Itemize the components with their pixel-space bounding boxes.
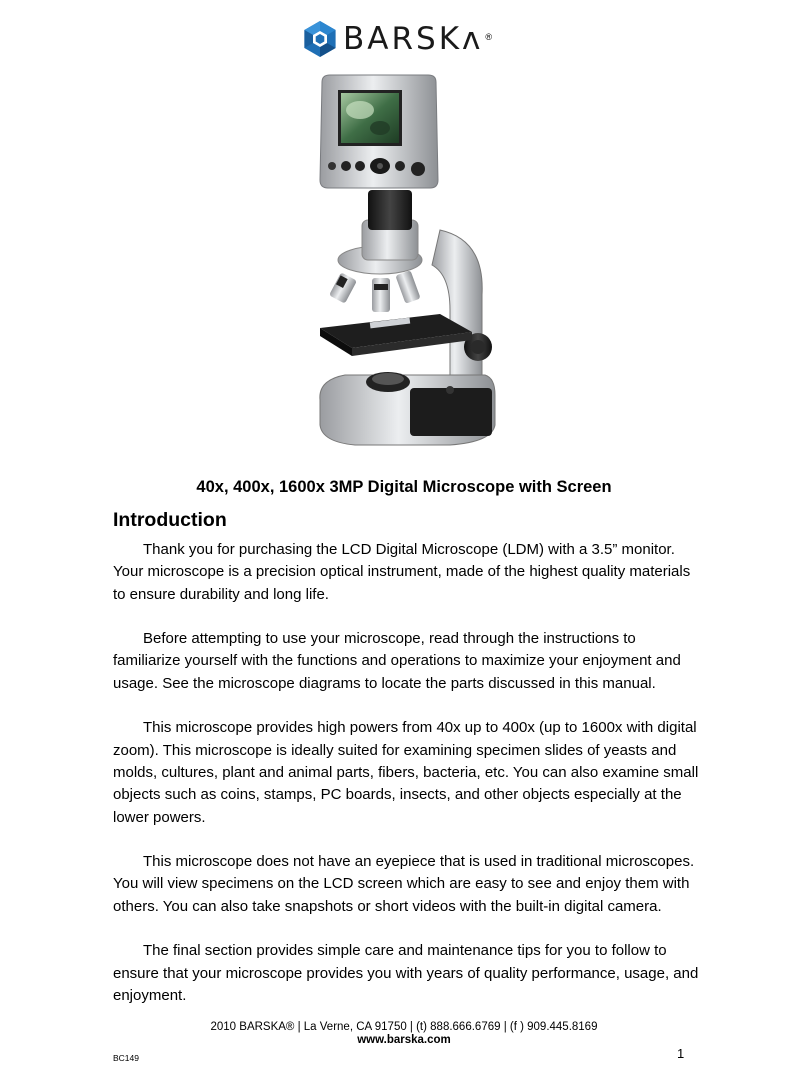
product-title: 40x, 400x, 1600x 3MP Digital Microscope with Screen [196,478,612,496]
microscope-image [300,70,510,460]
paragraph: Before attempting to use your microscope, read through the instructions to familiarize yourself with the functions and operations to maximize your enjoyment and usage. See the microscope diagrams to locate the parts discussed in this manual. [113,630,681,692]
paragraph: The final section provides simple care and maintenance tips for you to follow to ensure that your microscope provides you with years of quality performance, usage, and enjoyment. [113,942,699,1004]
intro-body [113,539,703,1030]
paragraph: This microscope does not have an eyepiece that is used in traditional microscopes. You will view specimens on the LCD screen which are easy to see and enjoy them with others. You can also take snapshots or short videos with the built-in digital camera. [113,853,695,915]
registered-mark: ® [485,32,493,42]
barska-logo-icon [300,19,340,59]
section-heading: Introduction [113,509,227,531]
brand-name: BARSKʌ [343,20,484,57]
paragraph: This microscope provides high powers from 40x up to 400x (up to 1600x with digital zoom). This microscope is ideally suited for examining specimen slides of yeasts and molds, cultures, plant and animal parts, fibers, bacteria, etc. You can also examine small objects such as coins, stamps, PC boards, insects, and other objects especially at the lower powers. [113,719,699,826]
document-code: BC149 [113,1053,139,1063]
paragraph: Thank you for purchasing the LCD Digital Microscope (LDM) with a 3.5” monitor. Your microscope is a precision optical instrument, made of the highest quality materials to ensure durability and long life. [113,541,691,603]
footer-url[interactable]: www.barska.com [357,1034,451,1046]
brand-logo [300,18,510,60]
footer-contact: 2010 BARSKA® | La Verne, CA 91750 | (t) 888.666.6769 | (f ) 909.445.8169 [210,1021,598,1033]
page-number: 1 [677,1046,685,1061]
